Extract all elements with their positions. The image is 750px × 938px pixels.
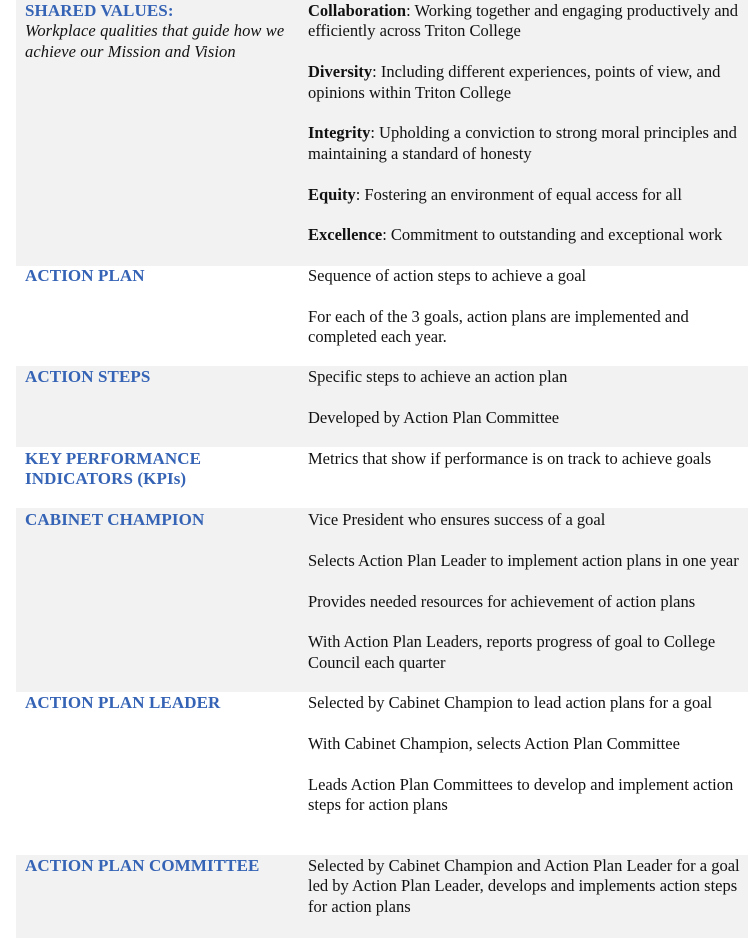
value-name: Integrity xyxy=(308,123,371,143)
definition-cabinet-champion xyxy=(308,510,744,673)
definition-paragraph: Vice President who ensures success of a goal xyxy=(308,510,606,529)
term-subtitle: Workplace qualities that guide how we achieve our Mission and Vision xyxy=(25,21,285,61)
definition-paragraph: Provides needed resources for achievement of action plans xyxy=(308,591,696,611)
term-shared-values xyxy=(25,1,295,62)
term-action-plan-leader: ACTION PLAN LEADER xyxy=(25,693,221,712)
definition-paragraph: Sequence of action steps to achieve a goal xyxy=(308,266,587,285)
value-text: : Including different experiences, points of view, and opinions within Triton College xyxy=(308,62,721,102)
definition-paragraph: Leads Action Plan Committees to develop and implement action steps for action plans xyxy=(308,774,734,814)
definition-shared-values xyxy=(308,1,744,246)
definition-action-plan-committee xyxy=(308,856,744,917)
definition-paragraph: Selects Action Plan Leader to implement action plans in one year xyxy=(308,550,739,570)
definition-paragraph: Specific steps to achieve an action plan xyxy=(308,367,568,386)
row-action-plan xyxy=(16,266,748,366)
row-cabinet-champion xyxy=(16,508,748,692)
definition-action-plan-leader xyxy=(308,693,744,815)
value-text: : Working together and engaging productively and efficiently across Triton College xyxy=(308,1,739,41)
definition-paragraph: Developed by Action Plan Committee xyxy=(308,407,560,427)
definition-paragraph: For each of the 3 goals, action plans are implemented and completed each year. xyxy=(308,306,689,347)
row-action-steps xyxy=(16,366,748,447)
row-action-plan-leader xyxy=(16,692,748,855)
term-title: SHARED VALUES: xyxy=(25,1,174,20)
value-text: : Commitment to outstanding and exceptional work xyxy=(382,225,723,245)
value-item xyxy=(308,1,744,42)
definition-paragraph: Selected by Cabinet Champion to lead action plans for a goal xyxy=(308,693,713,712)
term-action-steps: ACTION STEPS xyxy=(25,367,151,386)
definition-paragraph: Metrics that show if performance is on track to achieve goals xyxy=(308,449,712,468)
value-name: Equity xyxy=(308,184,356,204)
row-shared-values xyxy=(16,0,748,266)
value-item xyxy=(308,123,744,164)
term-kpis: KEY PERFORMANCE INDICATORS (KPIs) xyxy=(25,449,202,489)
value-item xyxy=(308,225,744,245)
definition-paragraph: With Action Plan Leaders, reports progress of goal to College Council each quarter xyxy=(308,632,716,672)
value-item xyxy=(308,185,744,205)
definition-action-steps xyxy=(308,367,744,428)
row-kpis xyxy=(16,447,748,508)
row-action-plan-committee xyxy=(16,855,748,938)
definition-kpis xyxy=(308,449,744,469)
value-text: : Upholding a conviction to strong moral principles and maintaining a standard of honesty xyxy=(308,123,737,163)
value-text: : Fostering an environment of equal access for all xyxy=(355,184,682,204)
definition-paragraph: With Cabinet Champion, selects Action Plan Committee xyxy=(308,733,680,753)
definition-action-plan xyxy=(308,266,744,348)
term-action-plan: ACTION PLAN xyxy=(25,266,145,285)
value-name: Collaboration xyxy=(308,1,407,20)
value-item xyxy=(308,62,744,103)
value-name: Diversity xyxy=(308,62,373,82)
value-name: Excellence xyxy=(308,225,383,245)
term-action-plan-committee: ACTION PLAN COMMITTEE xyxy=(25,856,260,875)
definition-paragraph: Selected by Cabinet Champion and Action Plan Leader for a goal led by Action Plan Leader, develops and implements action steps for action plans xyxy=(308,856,740,916)
term-cabinet-champion: CABINET CHAMPION xyxy=(25,510,205,529)
